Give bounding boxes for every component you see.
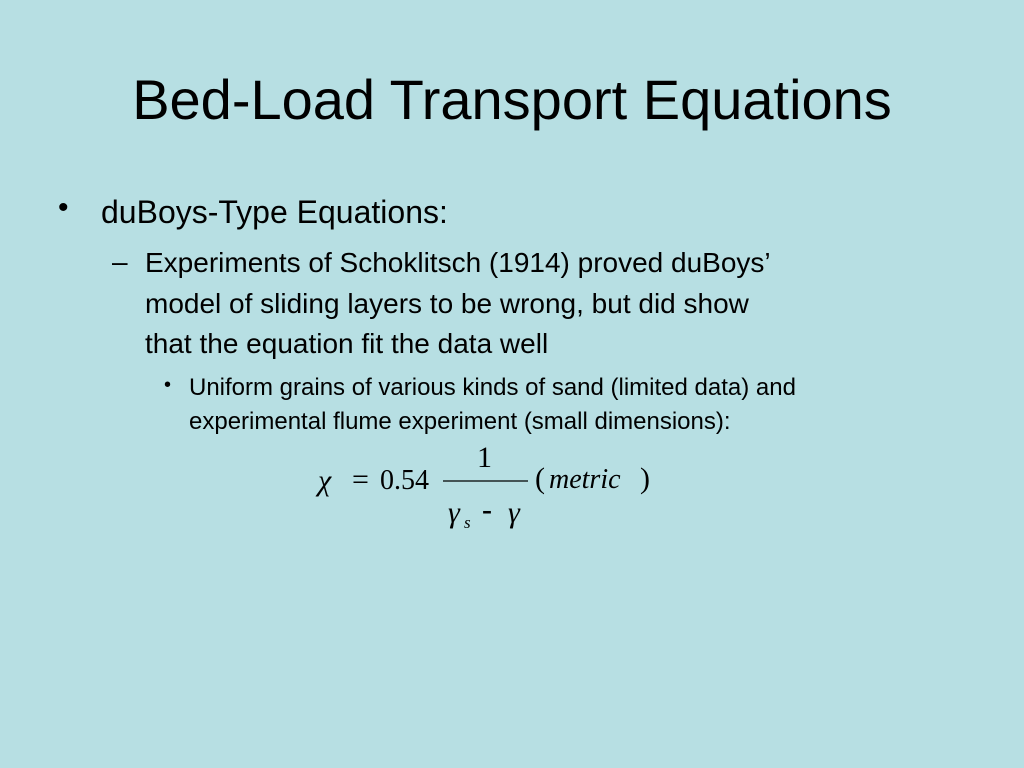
equation-gamma-s: γ xyxy=(448,496,460,529)
equation-coefficient: 0.54 xyxy=(380,465,429,496)
bullet-text-level3-line: Uniform grains of various kinds of sand (limited data) and xyxy=(189,374,796,401)
bullet-text-level2 xyxy=(145,243,945,365)
bullet-text-level3 xyxy=(189,371,969,439)
bullet-marker-level3: • xyxy=(164,374,172,396)
bullet-text-level1: duBoys-Type Equations: xyxy=(101,194,448,230)
equation-gamma: γ xyxy=(508,496,520,529)
equation-numerator: 1 xyxy=(477,441,492,474)
equation-minus: - xyxy=(482,493,492,526)
slide-title: Bed-Load Transport Equations xyxy=(132,68,892,131)
schoklitsch-equation xyxy=(300,432,700,542)
equation-lhs-chi: χ xyxy=(318,464,332,497)
bullet-text-level3-line: experimental flume experiment (small dimensions): xyxy=(189,408,731,435)
bullet-text-level2-line: Experiments of Schoklitsch (1914) proved duBoys’ xyxy=(145,247,771,278)
bullet-marker-level1: • xyxy=(58,191,69,224)
equation-paren-open: ( xyxy=(535,462,545,495)
bullet-marker-level2: – xyxy=(112,246,128,277)
bullet-text-level2-line: model of sliding layers to be wrong, but did show xyxy=(145,287,749,319)
bullet-text-level2-line: that the equation fit the data well xyxy=(145,328,549,359)
equation-gamma-subscript: s xyxy=(464,513,471,532)
equation-equals: = xyxy=(352,463,369,496)
equation-unit: metric xyxy=(549,464,621,495)
equation-paren-close: ) xyxy=(640,462,650,495)
